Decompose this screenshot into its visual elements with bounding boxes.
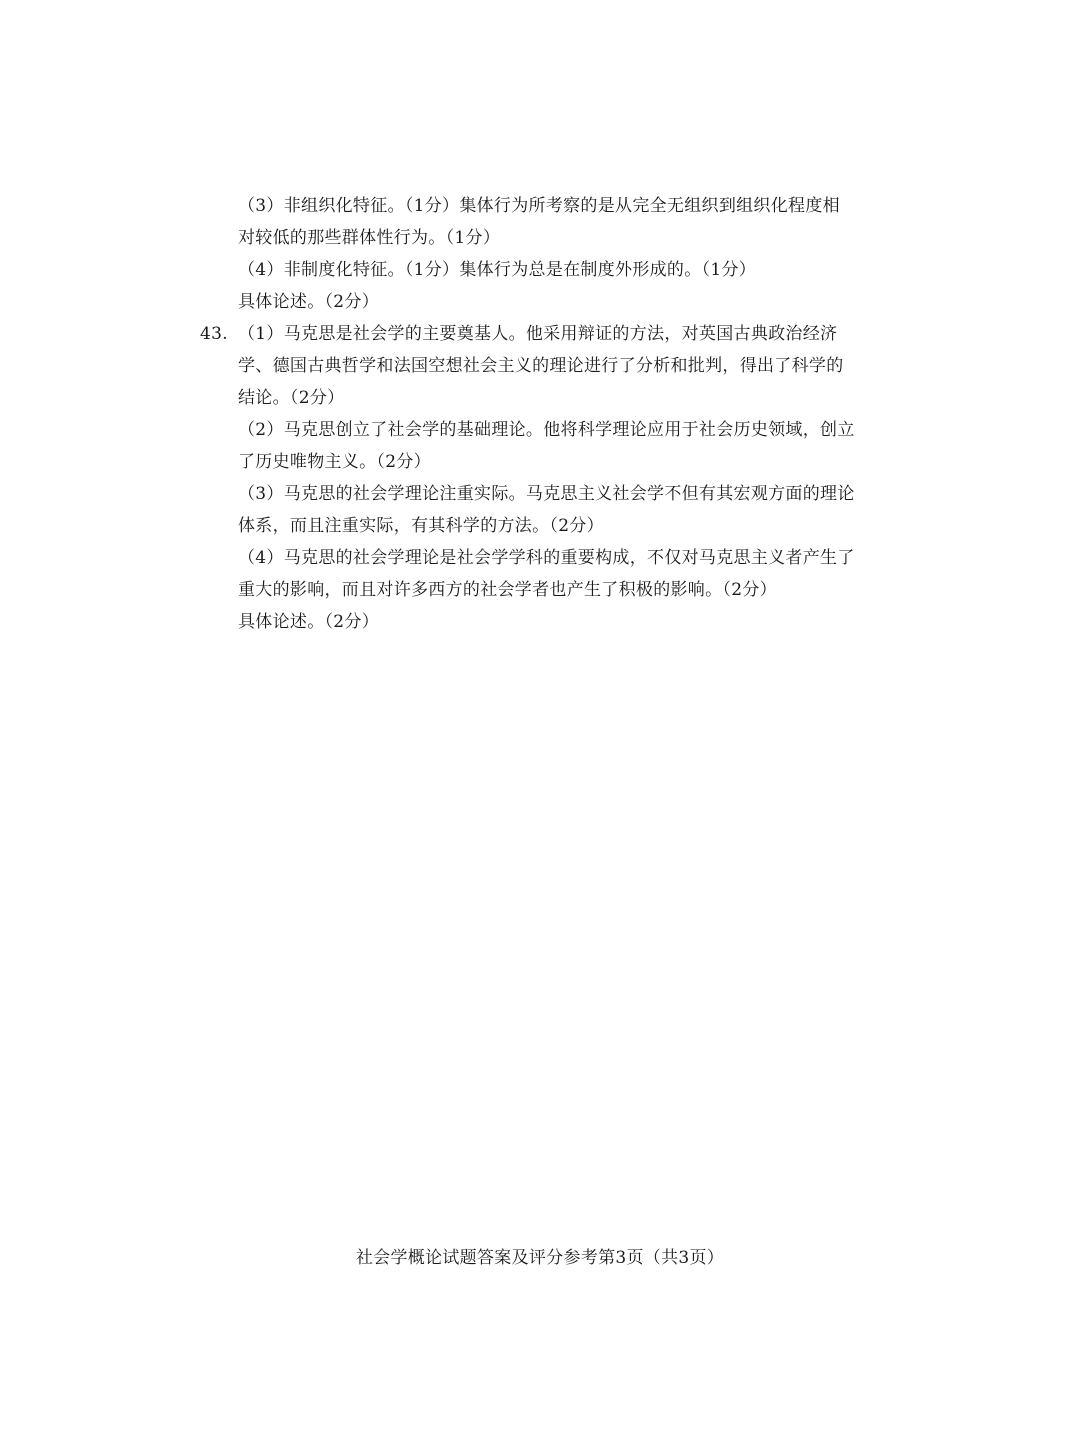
q43-line-6: （3）马克思的社会学理论注重实际。马克思主义社会学不但有其宏观方面的理论 xyxy=(238,484,855,504)
q43-line-8: （4）马克思的社会学理论是社会学学科的重要构成，不仅对马克思主义者产生了 xyxy=(238,548,855,568)
q42-line-1: （3）非组织化特征。（1分）集体行为所考察的是从完全无组织到组织化程度相 xyxy=(238,196,840,216)
q43-line-1-text: （1）马克思是社会学的主要奠基人。他采用辩证的方法，对英国古典政治经济 xyxy=(238,324,838,344)
page-footer: 社会学概论试题答案及评分参考第3页（共3页） xyxy=(355,1248,725,1268)
q43-line-1 xyxy=(200,318,900,350)
q43-line-3: 结论。（2分） xyxy=(238,388,345,408)
q42-line-4: 具体论述。（2分） xyxy=(238,292,380,312)
q42-line-2: 对较低的那些群体性行为。（1分） xyxy=(238,228,501,248)
q42-line-3: （4）非制度化特征。（1分）集体行为总是在制度外形成的。（1分） xyxy=(238,260,757,280)
answer-content xyxy=(200,190,900,638)
q43-line-2: 学、德国古典哲学和法国空想社会主义的理论进行了分析和批判，得出了科学的 xyxy=(238,356,844,376)
q43-line-9: 重大的影响，而且对许多西方的社会学者也产生了积极的影响。（2分） xyxy=(238,580,777,600)
q43-line-10: 具体论述。（2分） xyxy=(238,612,380,632)
q43-line-7: 体系，而且注重实际，有其科学的方法。（2分） xyxy=(238,516,604,536)
q43-line-5: 了历史唯物主义。（2分） xyxy=(238,452,431,472)
question-number: 43. xyxy=(200,324,228,344)
q43-line-4: （2）马克思创立了社会学的基础理论。他将科学理论应用于社会历史领域，创立 xyxy=(238,420,855,440)
